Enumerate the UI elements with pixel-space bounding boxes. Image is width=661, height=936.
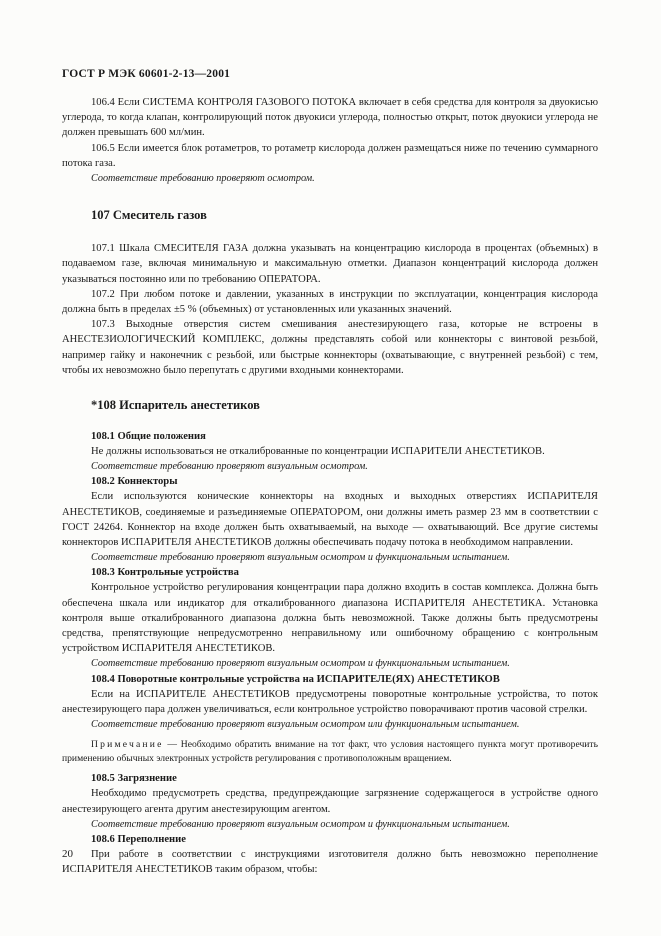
compliance-note: Соответствие требованию проверяют визуальным осмотром и функциональным испытанием. <box>91 552 510 564</box>
page-number: 20 <box>62 848 73 860</box>
paragraph-106-4: 106.4 Если СИСТЕМА КОНТРОЛЯ ГАЗОВОГО ПОТОКА включает в себя средства для контроля за двуокисью углерода, то когда клапан, контролирующий поток двуокиси углерода, полностью открыт, поток двуокиси углерода не должен превышать 600 мл/мин. <box>62 97 598 139</box>
paragraph-108-1: Не должны использоваться не откалиброванные по концентрации ИСПАРИТЕЛИ АНЕСТЕТИКОВ. <box>91 446 545 458</box>
document-body <box>62 95 598 877</box>
section-heading-107: 107 Смеситель газов <box>91 208 207 223</box>
compliance-note: Соответствие требованию проверяют визуальным осмотром и функциональным испытанием. <box>91 658 510 670</box>
paragraph-107-2: 107.2 При любом потоке и давлении, указанных в инструкции по эксплуатации, концентрация кислорода должна быть в пределах ±5 % (объемных) от установленных или указанных значений. <box>62 288 598 316</box>
compliance-note: Соответствие требованию проверяют визуальным осмотром. <box>91 461 368 473</box>
paragraph-106-5: 106.5 Если имеется блок ротаметров, то ротаметр кислорода должен размещаться ниже по течению суммарного потока газа. <box>62 142 598 169</box>
paragraph-108-3: Контрольное устройство регулирования концентрации пара должно входить в состав комплекса. Должна быть обеспечена шкала или индикатор для откалиброванного диапазона ИСПАРИТЕЛЯ АНЕСТЕТИКА. Установка контроля выше откалиброванного диапазона должна быть невозможной. Также должны быть предусмотрены средства, препятствующие непредусмотренно неправильному или ошибочному обращению с контрольным устройством ИСПАРИТЕЛЯ АНЕСТЕТИКОВ. <box>62 582 598 655</box>
subheading-108-5: 108.5 Загрязнение <box>91 773 177 785</box>
note-label: Примечание <box>91 739 164 751</box>
compliance-note: Соответствие требованию проверяют визуальным осмотром и функциональным испытанием. <box>91 818 510 830</box>
subheading-108-6: 108.6 Переполнение <box>91 833 186 845</box>
paragraph-108-5: Необходимо предусмотреть средства, предупреждающие загрязнение содержащегося в устройстве одного анестезирующего агента другим анестезирующим агентом. <box>62 788 598 815</box>
section-heading-108: *108 Испаритель анестетиков <box>91 398 260 413</box>
subheading-108-2: 108.2 Коннекторы <box>91 476 178 488</box>
paragraph-107-1: 107.1 Шкала СМЕСИТЕЛЯ ГАЗА должна указывать на концентрацию кислорода в процентах (объемных) в подаваемом газе, включая минимальную и максимальную отметки. Диапазон концентраций кислорода должен указываться постоянно или по требованию ОПЕРАТОРА. <box>62 243 598 285</box>
compliance-note: Соответствие требованию проверяют визуальным осмотром или функциональным испытанием. <box>91 719 520 731</box>
subheading-108-3: 108.3 Контрольные устройства <box>91 567 239 579</box>
subheading-108-4: 108.4 Поворотные контрольные устройства на ИСПАРИТЕЛЕ(ЯХ) АНЕСТЕТИКОВ <box>91 673 500 685</box>
compliance-note: Соответствие требованию проверяют осмотром. <box>91 173 315 185</box>
document-header: ГОСТ Р МЭК 60601-2-13—2001 <box>62 68 231 80</box>
note-text: — Необходимо обратить внимание на тот факт, что условия настоящего пункта могут противоречить применению обычных электронных устройств регулирования с противоположным вращением. <box>62 739 598 764</box>
paragraph-108-2: Если используются конические коннекторы на входных и выходных отверстиях ИСПАРИТЕЛЯ АНЕСТЕТИКОВ, соединяемые и разъединяемые ОПЕРАТОРОМ, они должны иметь размер 23 мм в соответствии с ГОСТ 24264. Коннектор на входе должен быть охватываемый, на выходе — охватывающий. Все другие системы коннекторов ИСПАРИТЕЛЯ АНЕСТЕТИКОВ должны обеспечивать подачу потока в необходимом направлении. <box>62 491 598 549</box>
subheading-108-1: 108.1 Общие положения <box>91 431 206 443</box>
paragraph-108-4: Если на ИСПАРИТЕЛЕ АНЕСТЕТИКОВ предусмотрены поворотные контрольные устройства, то поток анестезирующего пара должен увеличиваться, если контрольное устройство поворачивают против часовой стрелки. <box>62 688 598 715</box>
paragraph-107-3: 107.3 Выходные отверстия систем смешивания анестезирующего газа, которые не встроены в АНЕСТЕЗИОЛОГИЧЕСКИЙ КОМПЛЕКС, должны представлять собой или коннекторы с винтовой резьбой, например гайку и наконечник с резьбой, или быстрые коннекторы (охватывающие, с внутренней резьбой) с тем, чтобы их невозможно было перепутать с другими входными коннекторами. <box>62 319 598 376</box>
note-paragraph <box>62 738 598 765</box>
paragraph-108-6: При работе в соответствии с инструкциями изготовителя должно быть невозможно переполнение ИСПАРИТЕЛЯ АНЕСТЕТИКОВ таким образом, чтобы: <box>62 848 598 876</box>
